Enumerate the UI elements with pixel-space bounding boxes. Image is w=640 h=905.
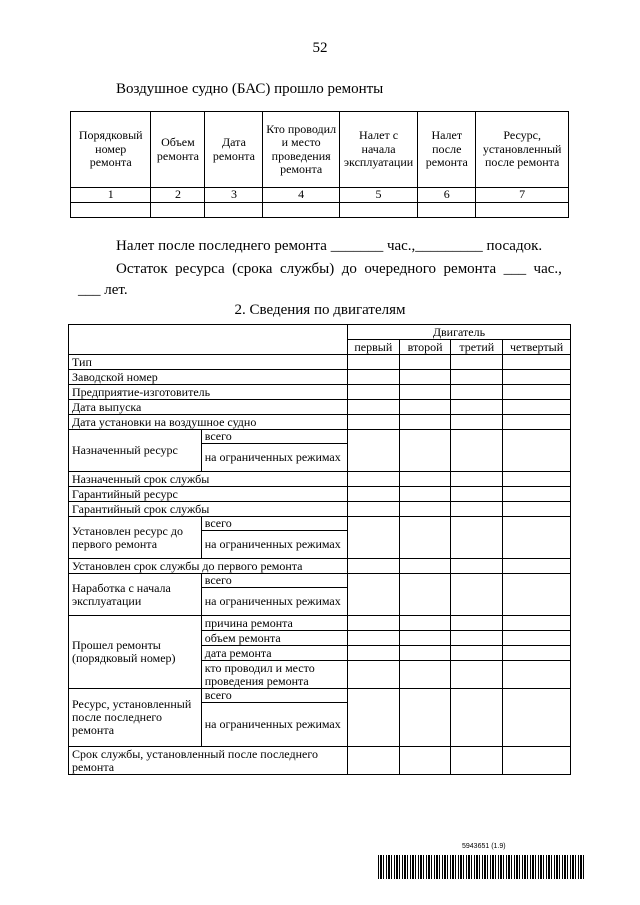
col-header: Дата ремонта: [205, 112, 263, 188]
col-number: 7: [476, 188, 569, 203]
empty-cell: [71, 203, 151, 218]
engine-col: второй: [399, 340, 451, 355]
sub-label: кто проводил и место проведения ремонта: [201, 661, 347, 689]
row-label: Гарантийный ресурс: [69, 487, 348, 502]
empty-cell: [476, 203, 569, 218]
repairs-table: [70, 111, 569, 218]
sub-label: всего: [201, 689, 347, 703]
section1-intro: Воздушное судно (БАС) прошло ремонты: [116, 81, 384, 97]
row-label: Назначенный срок службы: [69, 472, 348, 487]
remaining-line-end: ___ лет.: [78, 282, 128, 298]
engine-col: первый: [347, 340, 399, 355]
sub-label: всего: [201, 517, 347, 531]
word: службы): [279, 261, 335, 277]
engine-col: третий: [451, 340, 503, 355]
col-header: Налет после ремонта: [418, 112, 476, 188]
col-header: Кто проводил и место проведения ремонта: [263, 112, 339, 188]
word: Остаток: [116, 261, 168, 277]
row-label: Прошел ремонты (порядковый номер): [69, 616, 202, 689]
row-label: Дата установки на воздушное судно: [69, 415, 348, 430]
barcode-number: 5943651 (1.9): [462, 843, 506, 850]
col-number: 5: [339, 188, 417, 203]
empty-cell: [339, 203, 417, 218]
sub-label: дата ремонта: [201, 646, 347, 661]
word: ресурса: [175, 261, 225, 277]
col-number: 3: [205, 188, 263, 203]
row-label: Срок службы, установленный после последнего ремонта: [69, 747, 348, 775]
col-number: 1: [71, 188, 151, 203]
word: (срока: [232, 261, 273, 277]
engine-header: Двигатель: [347, 325, 570, 340]
empty-cell: [69, 325, 348, 355]
empty-cell: [205, 203, 263, 218]
word: очередного: [364, 261, 437, 277]
col-number: 2: [151, 188, 205, 203]
row-label: Заводской номер: [69, 370, 348, 385]
empty-cell: [418, 203, 476, 218]
row-label: Установлен срок службы до первого ремонта: [69, 559, 348, 574]
flight-after-line: Налет после последнего ремонта _______ час.,_________ посадок.: [116, 238, 543, 254]
empty-cell: [263, 203, 339, 218]
remaining-line: [116, 261, 562, 278]
row-label: Тип: [69, 355, 348, 370]
col-number: 6: [418, 188, 476, 203]
col-header: Налет с начала эксплуатации: [339, 112, 417, 188]
empty-cell: [151, 203, 205, 218]
sub-label: объем ремонта: [201, 631, 347, 646]
sub-label: на ограниченных режимах: [201, 531, 347, 559]
row-label: Дата выпуска: [69, 400, 348, 415]
table-row: [71, 203, 569, 218]
sub-label: причина ремонта: [201, 616, 347, 631]
sub-label: всего: [201, 430, 347, 444]
engines-table: [68, 324, 571, 775]
word: до: [341, 261, 357, 277]
barcode-icon: [378, 855, 586, 879]
row-label: Предприятие-изготовитель: [69, 385, 348, 400]
col-header: Порядковый номер ремонта: [71, 112, 151, 188]
row-label: Наработка с начала эксплуатации: [69, 574, 202, 616]
col-number: 4: [263, 188, 339, 203]
sub-label: на ограниченных режимах: [201, 444, 347, 472]
col-header: Ресурс, установленный после ремонта: [476, 112, 569, 188]
sub-label: всего: [201, 574, 347, 588]
col-header: Объем ремонта: [151, 112, 205, 188]
sub-label: на ограниченных режимах: [201, 703, 347, 747]
row-label: Назначенный ресурс: [69, 430, 202, 472]
word: ___: [503, 261, 527, 277]
word: ремонта: [443, 261, 497, 277]
sub-label: на ограниченных режимах: [201, 588, 347, 616]
page-number: 52: [312, 40, 328, 56]
row-label: Гарантийный срок службы: [69, 502, 348, 517]
word: час.,: [533, 261, 562, 277]
engine-col: четвертый: [503, 340, 571, 355]
row-label: Установлен ресурс до первого ремонта: [69, 517, 202, 559]
row-label: Ресурс, установленный после последнего ремонта: [69, 689, 202, 747]
section2-title: 2. Сведения по двигателям: [234, 302, 406, 318]
